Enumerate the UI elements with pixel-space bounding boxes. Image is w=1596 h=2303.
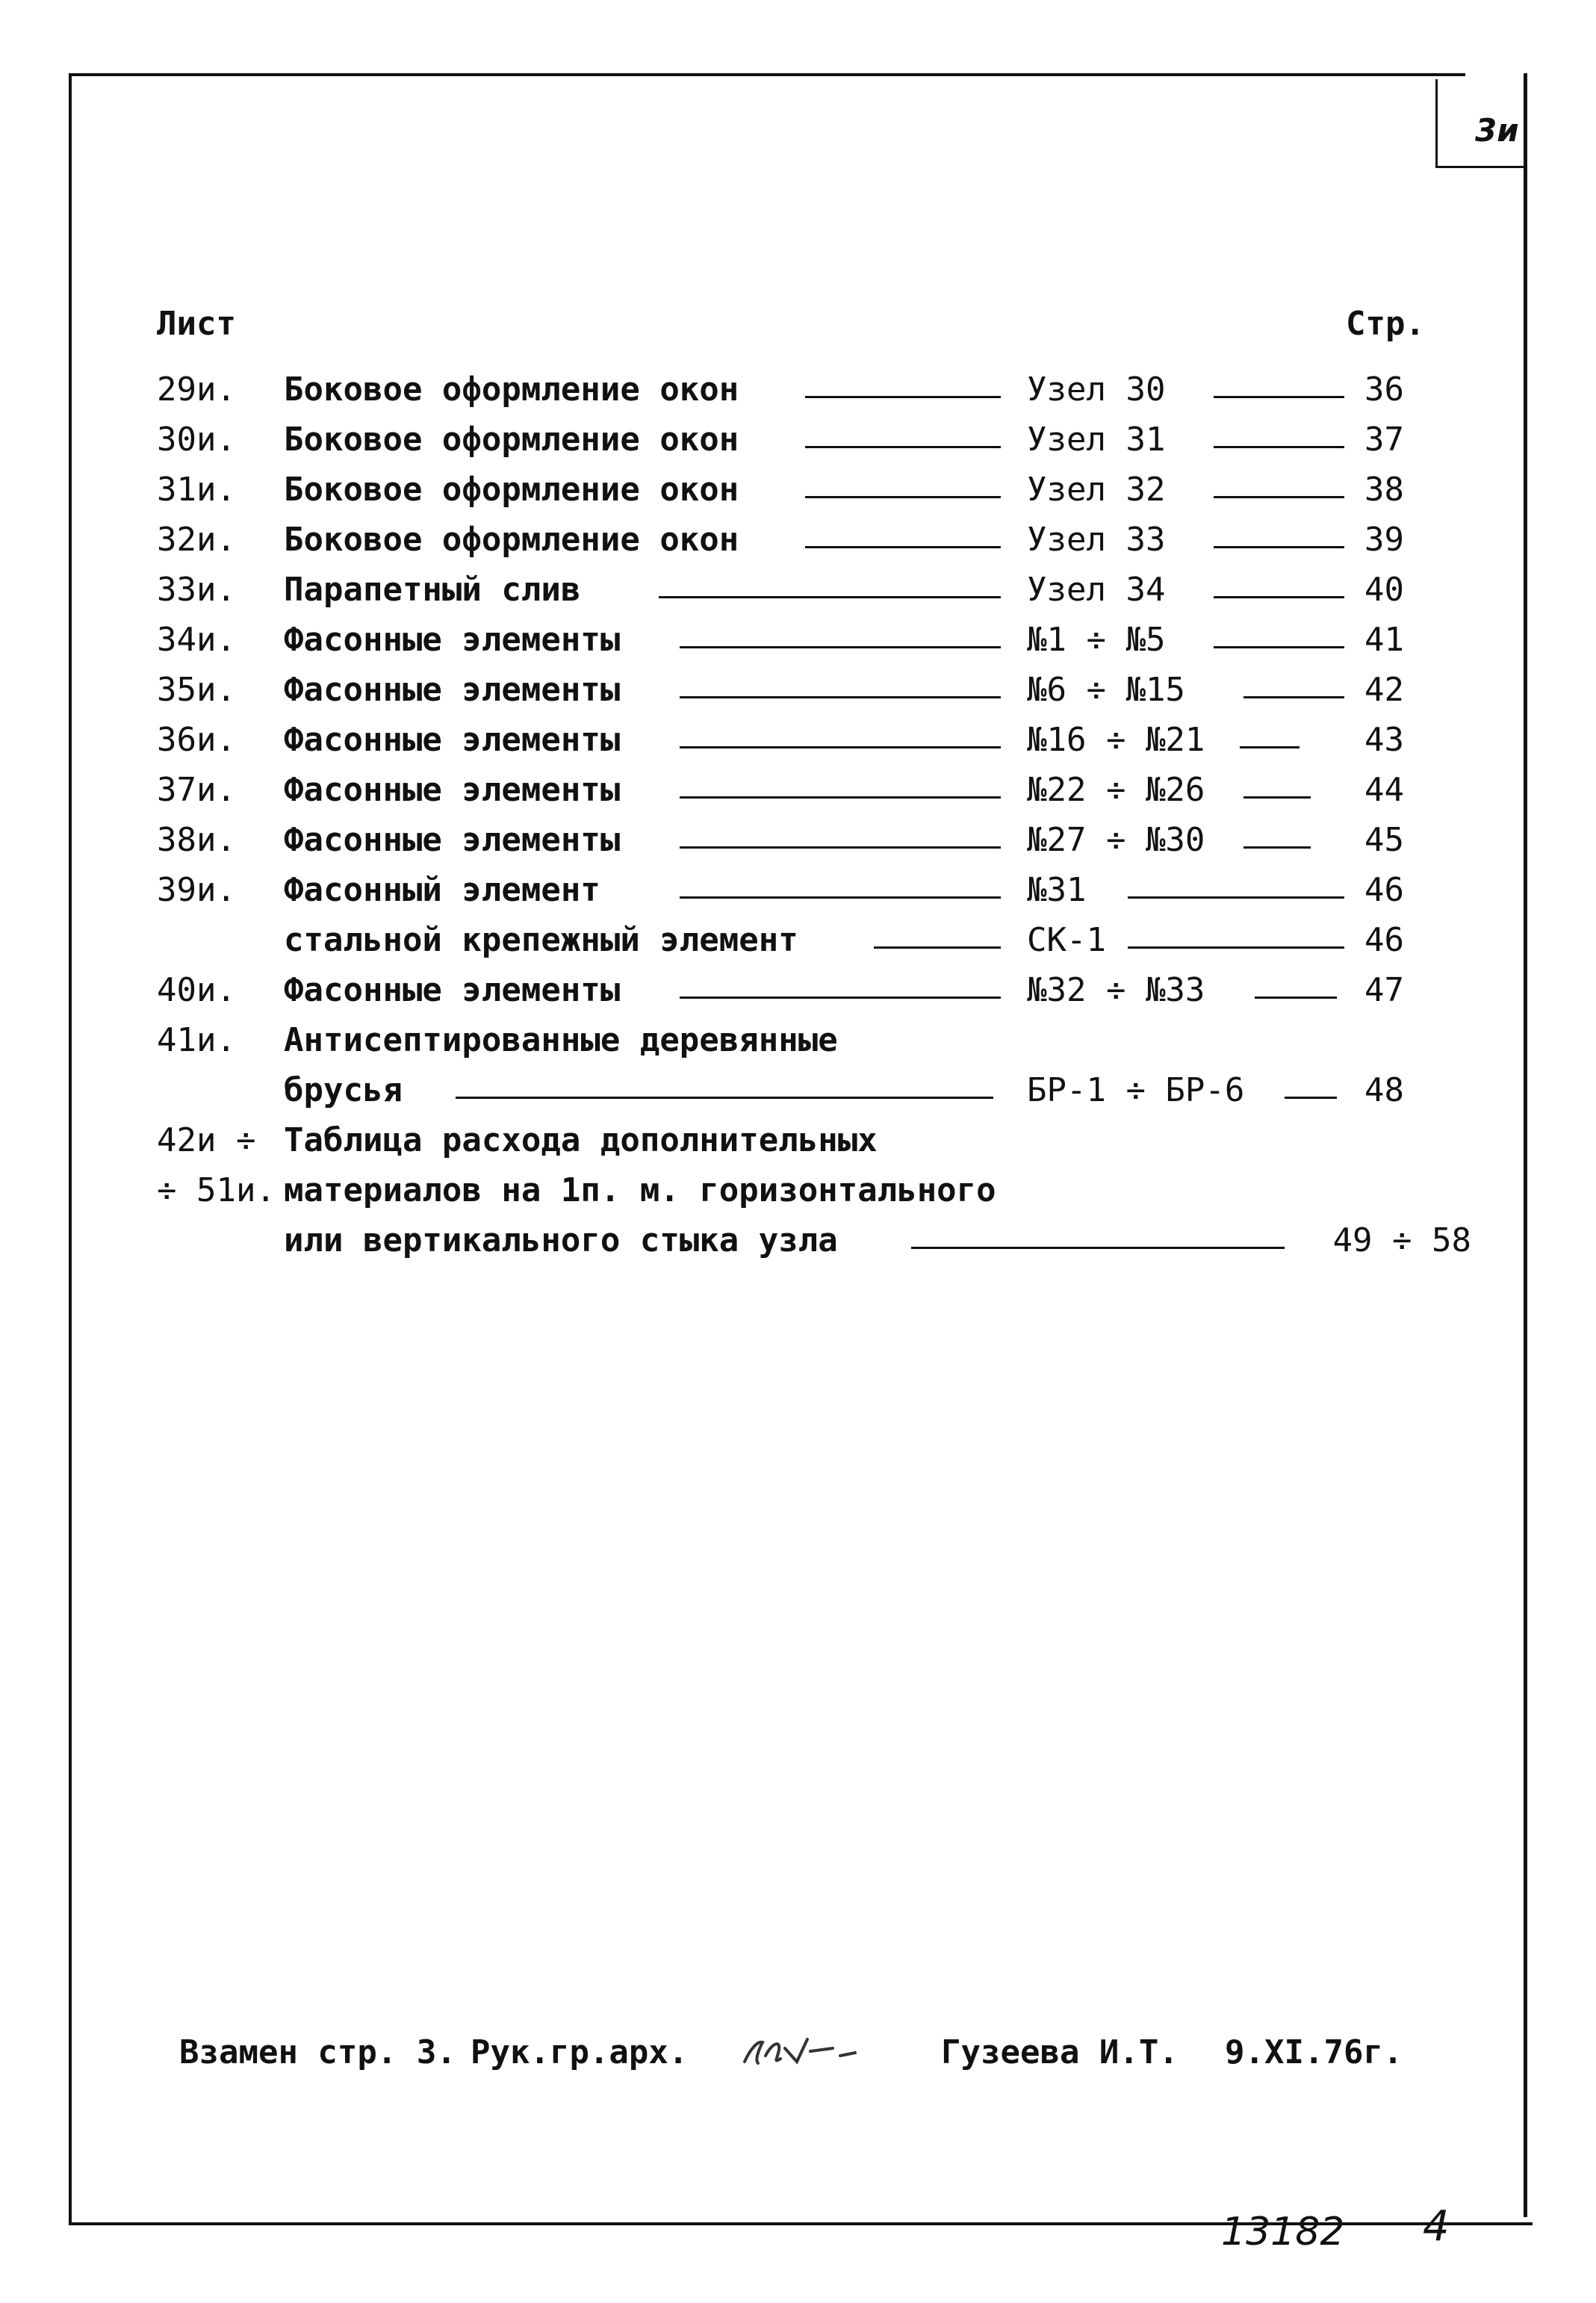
leader-line [805, 546, 1001, 548]
leader-line [874, 946, 1001, 949]
item-title: Боковое оформление окон [284, 421, 739, 459]
page-column-header: Стр. [1346, 305, 1425, 343]
item-title: Фасонные элементы [284, 621, 621, 659]
list-item [157, 1021, 1471, 1066]
leader-line [1255, 996, 1337, 999]
sheet-number: 41и. [157, 1021, 236, 1059]
leader-line [1214, 646, 1344, 648]
sheet-number: 36и. [157, 721, 236, 759]
item-title: Фасонные элементы [284, 821, 621, 859]
page-number: 49 ÷ 58 [1332, 1221, 1471, 1259]
list-item [157, 1221, 1471, 1266]
list-item [157, 1121, 1471, 1166]
frame-right-line [1524, 73, 1527, 2217]
leader-line [680, 746, 1001, 748]
handwritten-signature [736, 2026, 885, 2078]
list-item [157, 971, 1471, 1016]
list-item [157, 921, 1471, 966]
item-title: Таблица расхода дополнительных [284, 1121, 878, 1159]
leader-line [680, 796, 1001, 799]
sheet-number: 29и. [157, 371, 236, 409]
item-title: Парапетный слив [284, 571, 581, 609]
item-reference: №16 ÷ №21 [1027, 721, 1205, 759]
page-number: 36 [1364, 371, 1404, 409]
item-title: или вертикального стыка узла [284, 1221, 838, 1259]
leader-line [659, 596, 1001, 598]
frame-top-line [69, 73, 1465, 76]
item-reference: Узел 34 [1027, 571, 1166, 609]
leader-line [1214, 396, 1344, 398]
item-reference: БР-1 ÷ БР-6 [1027, 1071, 1245, 1109]
item-title: Фасонные элементы [284, 721, 621, 759]
item-reference: №22 ÷ №26 [1027, 771, 1205, 809]
page-number: 44 [1364, 771, 1404, 809]
sheet-number: 38и. [157, 821, 236, 859]
sheet-number: 31и. [157, 471, 236, 509]
leader-line [1214, 446, 1344, 448]
leader-line [680, 996, 1001, 999]
item-title: материалов на 1п. м. горизонтального [284, 1171, 996, 1209]
list-item [157, 671, 1471, 716]
leader-line [1243, 846, 1311, 849]
item-title: Фасонные элементы [284, 971, 621, 1009]
list-item [157, 621, 1471, 666]
item-title: Фасонные элементы [284, 671, 621, 709]
list-item [157, 871, 1471, 916]
page-number: 46 [1364, 871, 1404, 909]
page-number: 38 [1364, 471, 1404, 509]
item-title: Антисептированные деревянные [284, 1021, 838, 1059]
leader-line [1128, 946, 1344, 949]
leader-line [1243, 696, 1344, 698]
sheet-column-header: Лист [157, 305, 236, 343]
item-reference: Узел 31 [1027, 421, 1166, 459]
list-item [157, 821, 1471, 866]
sheet-number: 30и. [157, 421, 236, 459]
page-number: 46 [1364, 921, 1404, 959]
list-item [157, 721, 1471, 766]
list-item [157, 1071, 1471, 1116]
leader-line [805, 396, 1001, 398]
sheet-number: 37и. [157, 771, 236, 809]
leader-line [1128, 896, 1344, 899]
page-number: 47 [1364, 971, 1404, 1009]
list-item [157, 1171, 1471, 1216]
item-title: Боковое оформление окон [284, 471, 739, 509]
leader-line [1214, 496, 1344, 498]
archive-number: 13182 [1221, 2210, 1345, 2254]
sheet-number: 33и. [157, 571, 236, 609]
leader-line [805, 496, 1001, 498]
page-number: 37 [1364, 421, 1404, 459]
item-reference: №27 ÷ №30 [1027, 821, 1205, 859]
leader-line [1243, 796, 1311, 799]
frame-left-line [69, 73, 72, 2225]
leader-line [680, 846, 1001, 849]
sheet-number: 39и. [157, 871, 236, 909]
item-reference: №31 [1027, 871, 1087, 909]
leader-line [1214, 596, 1344, 598]
item-title: Фасонные элементы [284, 771, 621, 809]
position-title: Рук.гр.арх. [471, 2033, 689, 2071]
list-item [157, 371, 1471, 415]
page-number: 45 [1364, 821, 1404, 859]
leader-line [911, 1247, 1285, 1249]
item-reference: Узел 30 [1027, 371, 1166, 409]
leader-line [1240, 746, 1300, 748]
leader-line [680, 696, 1001, 698]
sheet-number: ÷ 51и. [157, 1171, 276, 1209]
page-number: 40 [1364, 571, 1404, 609]
sheet-mark: 3и [1475, 112, 1519, 149]
approval-date: 9.XI.76г. [1225, 2033, 1403, 2071]
item-title: Боковое оформление окон [284, 371, 739, 409]
item-title: брусья [284, 1071, 403, 1109]
item-reference: №32 ÷ №33 [1027, 971, 1205, 1009]
sheet-number: 32и. [157, 521, 236, 559]
leader-line [1285, 1097, 1337, 1099]
page-number: 39 [1364, 521, 1404, 559]
list-item [157, 471, 1471, 515]
leader-line [805, 446, 1001, 448]
item-title: стальной крепежный элемент [284, 921, 798, 959]
list-item [157, 771, 1471, 816]
item-title: Фасонный элемент [284, 871, 600, 909]
item-reference: Узел 32 [1027, 471, 1166, 509]
item-reference: Узел 33 [1027, 521, 1166, 559]
sheet-number: 34и. [157, 621, 236, 659]
item-reference: №1 ÷ №5 [1027, 621, 1166, 659]
page-number: 43 [1364, 721, 1404, 759]
approver-name: Гузеева И.Т. [941, 2033, 1179, 2071]
item-reference: №6 ÷ №15 [1027, 671, 1185, 709]
leader-line [680, 896, 1001, 899]
item-title: Боковое оформление окон [284, 521, 739, 559]
sheet-number: 35и. [157, 671, 236, 709]
leader-line [680, 646, 1001, 648]
sheet-number: 42и ÷ [157, 1121, 256, 1159]
leader-line [456, 1097, 993, 1099]
page-number: 42 [1364, 671, 1404, 709]
list-item [157, 521, 1471, 565]
list-item [157, 421, 1471, 465]
page-number: 48 [1364, 1071, 1404, 1109]
sheet-number: 40и. [157, 971, 236, 1009]
list-item [157, 571, 1471, 616]
item-reference: СК-1 [1027, 921, 1106, 959]
archive-page-number: 4 [1423, 2202, 1450, 2251]
leader-line [1214, 546, 1344, 548]
replaces-note: Взамен стр. 3. [179, 2033, 456, 2071]
page-number: 41 [1364, 621, 1404, 659]
